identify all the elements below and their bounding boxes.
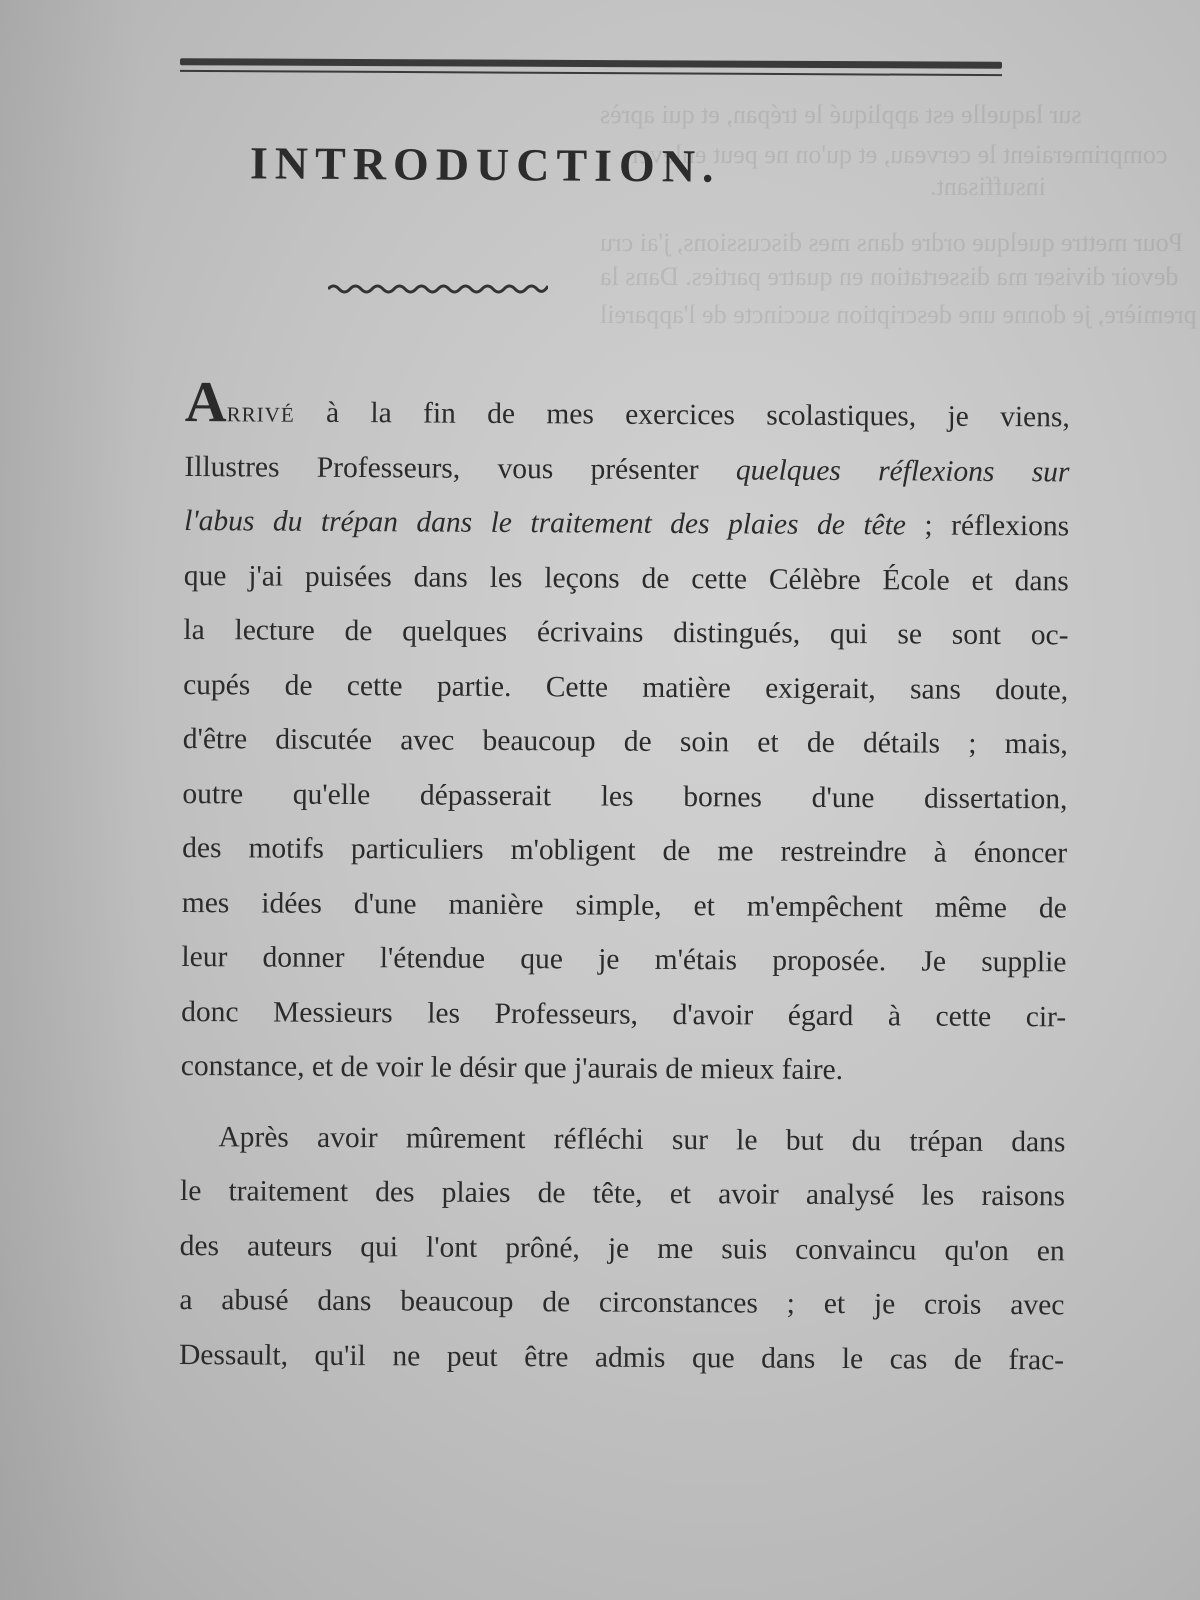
text-line: la lecture de quelques écrivains distingués, qui se sont oc-	[183, 613, 1069, 652]
text-line: que j'ai puisées dans les leçons de cette Célèbre École et dans	[183, 559, 1069, 597]
line-text: à la fin de mes exercices scolastiques, je viens,	[294, 396, 1070, 434]
paragraph-1	[180, 369, 1070, 1099]
text-line	[184, 439, 1069, 499]
text-line: a abusé dans beaucoup de circonstances ; et je crois avec	[179, 1283, 1065, 1322]
bleed-through-line: première, je donne une description succincte de l'appareil	[600, 300, 1197, 329]
header-rule-thick	[180, 58, 1002, 69]
text-line	[184, 494, 1069, 554]
bleed-through-line: comprimeraient le cerveau, et qu'on ne peut enlever	[630, 140, 1168, 169]
line-text: Illustres Professeurs, vous présenter	[184, 450, 737, 486]
paragraph-2	[179, 1109, 1066, 1387]
line-text: ; réflexions	[905, 509, 1070, 543]
text-line: leur donner l'étendue que je m'étais proposée. Je supplie	[181, 940, 1067, 979]
body-text	[178, 369, 1070, 1387]
bleed-through-line: Pour mettre quelque ordre dans mes discussions, j'ai cru	[600, 228, 1184, 257]
text-line: outre qu'elle dépasserait les bornes d'une dissertation,	[182, 777, 1068, 815]
page-shadow	[0, 0, 140, 1600]
text-line: d'être discutée avec beaucoup de soin et de détails ; mais,	[182, 722, 1068, 761]
text-line: des auteurs qui l'ont prôné, je me suis convaincu qu'on en	[179, 1229, 1065, 1267]
text-line: cupés de cette partie. Cette matière exigerait, sans doute,	[183, 668, 1069, 706]
bleed-through-line: devoir diviser ma dissertation en quatre parties. Dans la	[600, 262, 1179, 291]
text-line: constance, et de voir le désir que j'aurais de mieux faire.	[180, 1049, 844, 1087]
wavy-ornament	[328, 281, 548, 295]
drop-cap: A	[184, 369, 227, 435]
italic-title: quelques réflexions sur	[735, 453, 1070, 488]
page-title: INTRODUCTION.	[249, 137, 721, 192]
text-line: le traitement des plaies de tête, et avoir analysé les raisons	[179, 1174, 1066, 1213]
small-caps-word: rrivé	[226, 396, 295, 429]
text-line: donc Messieurs les Professeurs, d'avoir égard à cette cir-	[181, 995, 1067, 1033]
italic-title: l'abus du trépan dans le traitement des plaies de tête	[184, 504, 907, 542]
header-rule-thin	[180, 70, 1002, 76]
bleed-through-line: insuffisant.	[930, 172, 1046, 201]
text-line: Dessault, qu'il ne peut être admis que dans le cas de frac-	[178, 1338, 1065, 1376]
text-line: mes idées d'une manière simple, et m'empêchent même de	[181, 886, 1067, 924]
text-line	[184, 369, 1070, 445]
text-line: des motifs particuliers m'obligent de me restreindre à énoncer	[182, 831, 1068, 870]
bleed-through-line: sur laquelle est appliqué le trépan, et qui après	[600, 100, 1082, 129]
text-line: Après avoir mûrement réfléchi sur le but du trépan dans	[218, 1120, 1066, 1158]
